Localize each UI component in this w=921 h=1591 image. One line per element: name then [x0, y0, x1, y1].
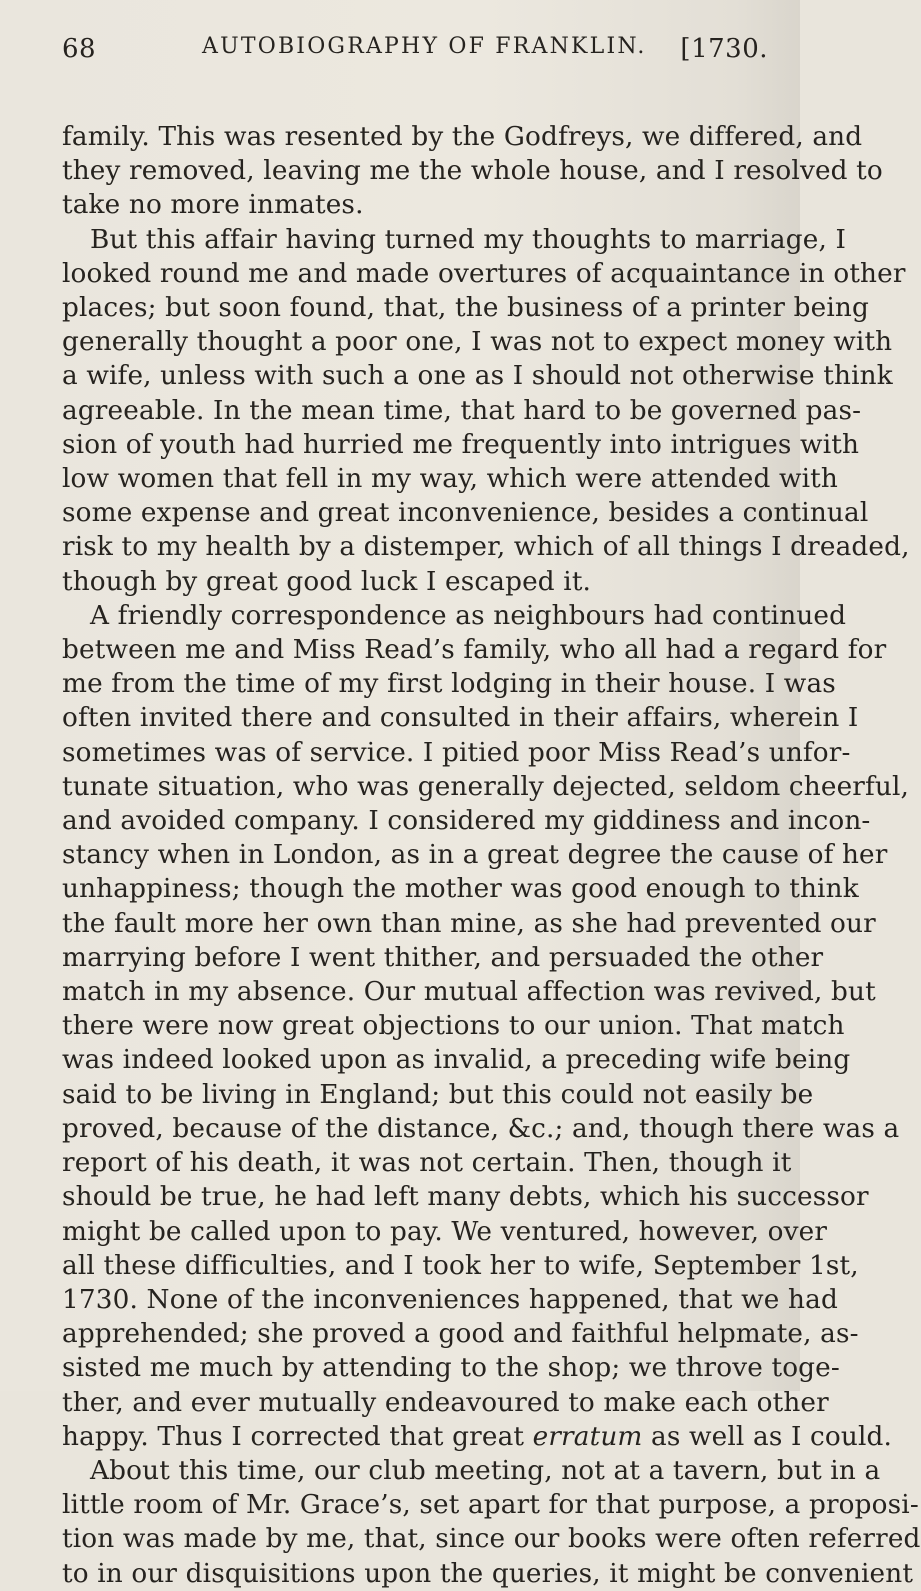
text-line: and avoided company. I considered my giddiness and incon-	[62, 806, 871, 837]
text-line: generally thought a poor one, I was not to expect money with	[62, 327, 893, 358]
text-line: all these difficulties, and I took her to wife, September 1st,	[62, 1250, 859, 1281]
text-line: stancy when in London, as in a great degree the cause of her	[62, 840, 888, 871]
text-line: apprehended; she proved a good and faithful helpmate, as-	[62, 1319, 859, 1350]
text-line: unhappiness; though the mother was good enough to think	[62, 874, 859, 905]
text-line: report of his death, it was not certain. Then, though it	[62, 1148, 792, 1179]
text-line: to in our disquisitions upon the queries, it might be convenient	[62, 1558, 914, 1589]
text-line: though by great good luck I escaped it.	[62, 566, 592, 597]
page-header	[62, 32, 768, 72]
text-line: risk to my health by a distemper, which of all things I dreaded,	[62, 532, 910, 563]
text-line: some expense and great inconvenience, besides a continual	[62, 498, 869, 529]
header-year: [1730.	[680, 34, 768, 64]
italic-word: erratum	[532, 1421, 643, 1452]
text-line: little room of Mr. Grace’s, set apart for that purpose, a proposi-	[62, 1490, 919, 1521]
text-line: was indeed looked upon as invalid, a preceding wife being	[62, 1045, 851, 1076]
running-title: AUTOBIOGRAPHY OF FRANKLIN.	[202, 34, 647, 59]
text-line: tion was made by me, that, since our books were often referred	[62, 1524, 921, 1555]
text-line: marrying before I went thither, and persuaded the other	[62, 942, 824, 973]
text-line: sion of youth had hurried me frequently into intrigues with	[62, 429, 860, 460]
text-line: A friendly correspondence as neighbours had continued	[90, 600, 847, 631]
text-line: ther, and ever mutually endeavoured to make each other	[62, 1387, 829, 1418]
text-line: they removed, leaving me the whole house, and I resolved to	[62, 156, 883, 187]
text-line: there were now great objections to our union. That match	[62, 1011, 845, 1042]
text-line: said to be living in England; but this could not easily be	[62, 1079, 814, 1110]
text-line: between me and Miss Read’s family, who all had a regard for	[62, 635, 887, 666]
text-line: About this time, our club meeting, not at a tavern, but in a	[90, 1455, 881, 1486]
text-line: places; but soon found, that, the business of a printer being	[62, 293, 869, 324]
text-line: agreeable. In the mean time, that hard to be governed pas-	[62, 395, 862, 426]
text-line: family. This was resented by the Godfreys, we differed, and	[62, 122, 863, 152]
text-line: might be called upon to pay. We ventured, however, over	[62, 1216, 828, 1247]
text-line: proved, because of the distance, &c.; and, though there was a	[62, 1113, 900, 1144]
page-number: 68	[62, 34, 97, 64]
text-line: sometimes was of service. I pitied poor Miss Read’s unfor-	[62, 737, 851, 768]
text-line: should be true, he had left many debts, which his successor	[62, 1182, 869, 1213]
text-line: looked round me and made overtures of acquaintance in other	[62, 258, 906, 289]
text-line: low women that fell in my way, which were attended with	[62, 464, 838, 495]
text-line: sisted me much by attending to the shop; we throve toge-	[62, 1353, 840, 1384]
text-line: a wife, unless with such a one as I should not otherwise think	[62, 361, 893, 392]
text-line: match in my absence. Our mutual affection was revived, but	[62, 977, 876, 1008]
text-line: 1730. None of the inconveniences happened, that we had	[62, 1284, 838, 1315]
text-line: the fault more her own than mine, as she had prevented our	[62, 908, 876, 939]
text-line: me from the time of my first lodging in their house. I was	[62, 669, 836, 700]
text-line: But this affair having turned my thoughts to marriage, I	[90, 224, 847, 255]
text-line: often invited there and consulted in their affairs, wherein I	[62, 703, 859, 734]
text-line: take no more inmates.	[62, 190, 364, 221]
body-text	[62, 120, 921, 1591]
text-line: happy. Thus I corrected that great erratum as well as I could.	[62, 1421, 893, 1452]
text-line: tunate situation, who was generally dejected, seldom cheerful,	[62, 771, 910, 802]
